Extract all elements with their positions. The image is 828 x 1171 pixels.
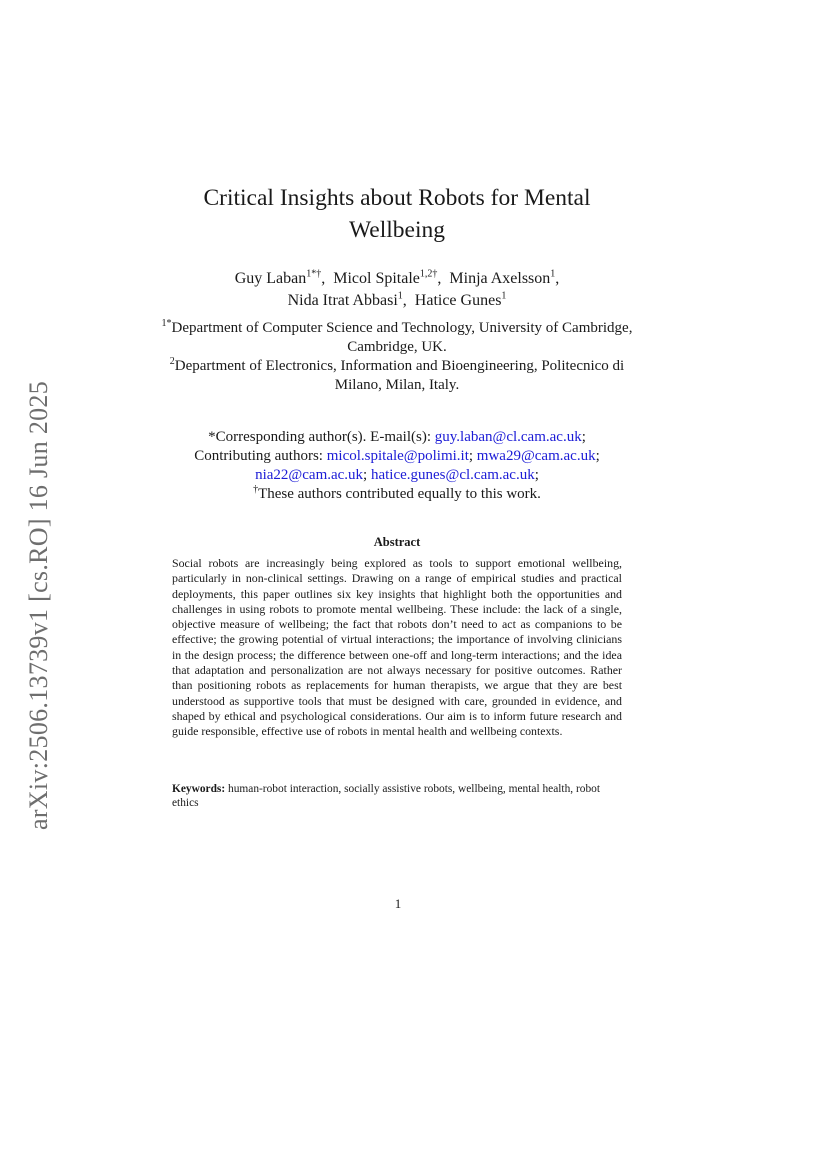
- corresponding-email-link[interactable]: guy.laban@cl.cam.ac.uk: [434, 429, 582, 445]
- affiliations: [160, 319, 634, 395]
- author-affiliation-mark: 1: [501, 290, 507, 302]
- keywords: [172, 783, 622, 811]
- contributing-authors-label: Contributing authors:: [194, 448, 323, 464]
- author-affiliation-mark: 1: [550, 268, 556, 280]
- keywords-label: Keywords:: [172, 783, 226, 795]
- contributing-authors-line: Contributing authors: micol.spitale@polimi.it; mwa29@cam.ac.uk; nia22@cam.ac.uk; hatice.gunes@cl.cam.ac.uk;: [194, 448, 600, 483]
- affiliation-mark: 2: [169, 356, 175, 367]
- page-number: 1: [394, 896, 402, 911]
- equal-contribution-mark: †: [253, 484, 259, 495]
- author-name: Minja Axelsson: [449, 270, 551, 287]
- contributor-email-link[interactable]: hatice.gunes@cl.cam.ac.uk: [370, 467, 535, 483]
- author-affiliation-mark: 1*†: [306, 268, 322, 280]
- affiliation-1: [160, 319, 634, 357]
- author-affiliation-mark: 1,2†: [419, 268, 438, 280]
- arxiv-identifier-stamp: [20, 345, 60, 830]
- keywords-text: human-robot interaction, socially assistive robots, wellbeing, mental health, robot ethics: [172, 783, 601, 809]
- contributor-email-link[interactable]: mwa29@cam.ac.uk: [476, 448, 596, 464]
- equal-contribution-note: [150, 485, 644, 504]
- abstract-body: Social robots are increasingly being explored as tools to support emotional wellbeing, particularly in non-clinical settings. Drawing on a range of empirical studies and practical deployments, this paper outlines six key insights that highlight both the opportunities and challenges in using robots to promote mental wellbeing. These include: the lack of a single, objective measure of wellbeing; the fact that robots don’t need to act as companions to be effective; the growing potential of virtual interactions; the importance of involving clinicians in the design process; the difference between one-off and long-term interactions; and the idea that adaptation and personalization are not always necessary for positive outcomes. Rather than positioning robots as replacements for human therapists, we argue that they are best understood as supportive tools that must be designed with care, grounded in evidence, and shaped by ethical and psychological considerations. Our aim is to inform future research and guide responsible, effective use of robots in mental health and wellbeing contexts.: [172, 556, 622, 739]
- correspondence-block: [150, 428, 644, 504]
- arxiv-identifier-text: arXiv:2506.13739v1 [cs.RO] 16 Jun 2025: [24, 380, 53, 830]
- author-name: Guy Laban: [234, 270, 307, 287]
- author-name: Nida Itrat Abbasi: [287, 292, 398, 309]
- affiliation-text: Department of Electronics, Information and Bioengineering, Politecnico di Milano, Milan, Italy.: [174, 358, 625, 393]
- author-name: Micol Spitale: [333, 270, 420, 287]
- contributor-email-link[interactable]: micol.spitale@polimi.it: [326, 448, 469, 464]
- abstract-heading: Abstract: [373, 535, 421, 549]
- author-affiliation-mark: 1: [397, 290, 403, 302]
- affiliation-2: [160, 357, 634, 395]
- contributor-email-link[interactable]: nia22@cam.ac.uk: [255, 467, 364, 483]
- equal-contribution-text: These authors contributed equally to this work.: [258, 486, 541, 502]
- affiliation-mark: 1*: [161, 318, 172, 329]
- corresponding-author-label: *Corresponding author(s). E-mail(s):: [208, 429, 431, 445]
- paper-title: Critical Insights about Robots for Mental Wellbeing: [203, 185, 591, 243]
- affiliation-text: Department of Computer Science and Technology, University of Cambridge, Cambridge, UK.: [171, 320, 633, 355]
- author-name: Hatice Gunes: [414, 292, 502, 309]
- corresponding-author-line: *Corresponding author(s). E-mail(s): guy.laban@cl.cam.ac.uk;: [208, 429, 586, 445]
- author-list: Guy Laban$^{1*\dagger}$, Micol Spitale$^{1,2\dagger}$, Minja Axelsson$^1$, Nida Itrat Abbasi$^1$, Hatice Gunes$^1$: [234, 268, 560, 309]
